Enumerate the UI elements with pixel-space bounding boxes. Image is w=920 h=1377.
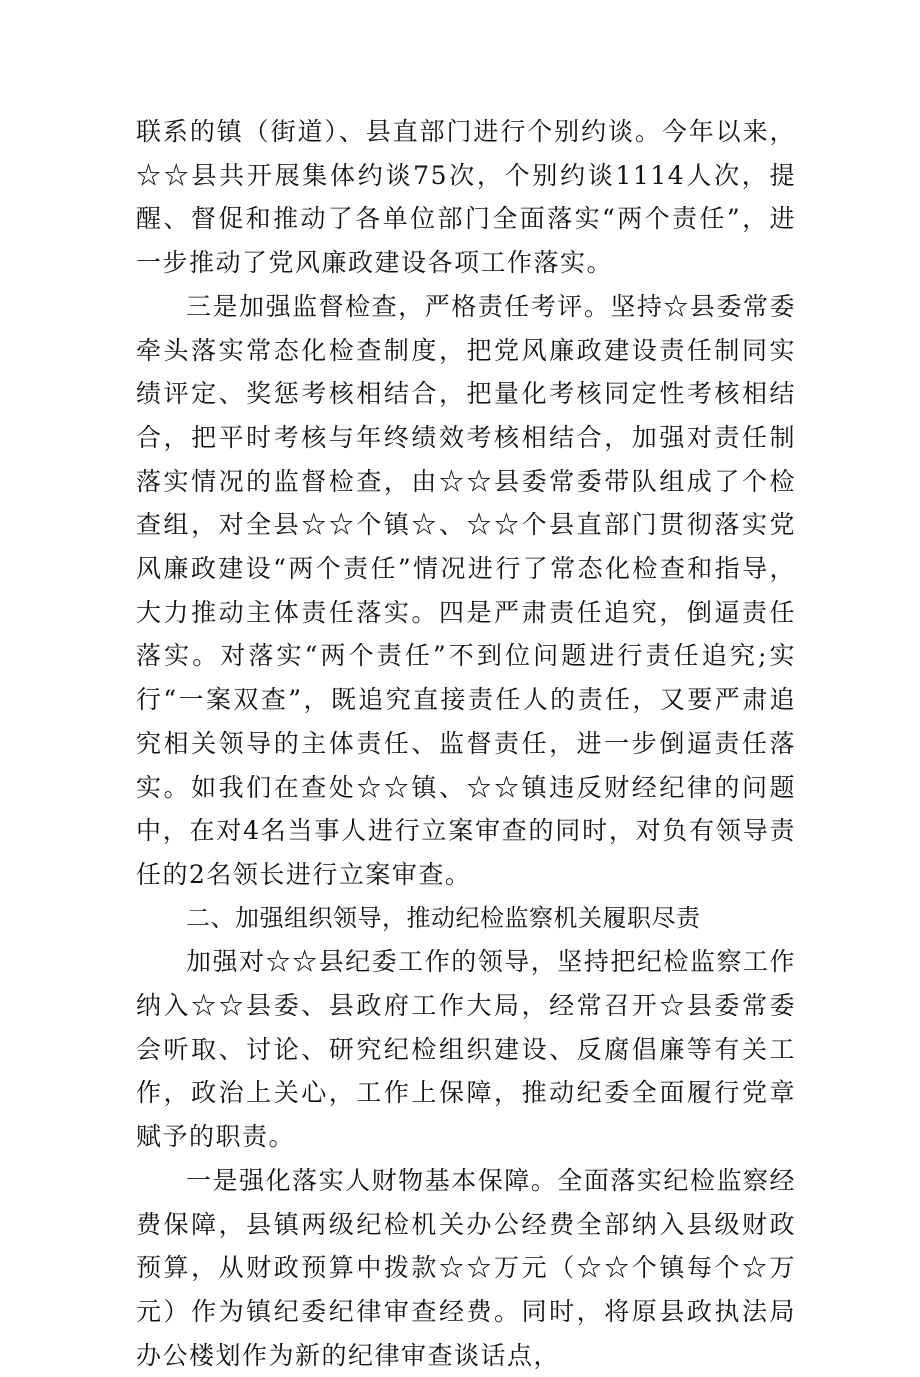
document-body [136, 110, 796, 1377]
paragraph-continuation: 联系的镇（街道）、县直部门进行个别约谈。今年以来，☆☆县共开展集体约谈75次，个别约谈1114人次，提醒、督促和推动了各单位部门全面落实“两个责任”，进一步推动了党风廉政建设各项工作落实。 [136, 117, 796, 278]
section-heading: 二、加强组织领导，推动纪检监察机关履职尽责 [186, 903, 701, 932]
paragraph-organization-leadership: 加强对☆☆县纪委工作的领导，坚持把纪检监察工作纳入☆☆县委、县政府工作大局，经常召开☆县委常委会听取、讨论、研究纪检组织建设、反腐倡廉等有关工作，政治上关心，工作上保障，推动纪委全面履行党章赋予的职责。 [136, 947, 796, 1152]
paragraph-resource-guarantee: 一是强化落实人财物基本保障。全面落实纪检监察经费保障，县镇两级纪检机关办公经费全部纳入县级财政预算，从财政预算中拨款☆☆万元（☆☆个镇每个☆万元）作为镇纪委纪律审查经费。同时，将原县政执法局办公楼划作为新的纪律审查谈话点， [136, 1165, 796, 1370]
paragraph-supervision-inspection: 三是加强监督检查，严格责任考评。坚持☆县委常委牵头落实常态化检查制度，把党风廉政建设责任制同实绩评定、奖惩考核相结合，把量化考核同定性考核相结合，把平时考核与年终绩效考核相结合，加强对责任制落实情况的监督检查，由☆☆县委常委带队组成了个检查组，对全县☆☆个镇☆、☆☆个县直部门贯彻落实党风廉政建设“两个责任”情况进行了常态化检查和指导，大力推动主体责任落实。四是严肃责任追究，倒逼责任落实。对落实“两个责任”不到位问题进行责任追究;实行“一案双查”，既追究直接责任人的责任，又要严肃追究相关领导的主体责任、监督责任，进一步倒逼责任落实。如我们在查处☆☆镇、☆☆镇违反财经纪律的问题中，在对4名当事人进行立案审查的同时，对负有领导责任的2名领长进行立案审查。 [136, 291, 796, 889]
